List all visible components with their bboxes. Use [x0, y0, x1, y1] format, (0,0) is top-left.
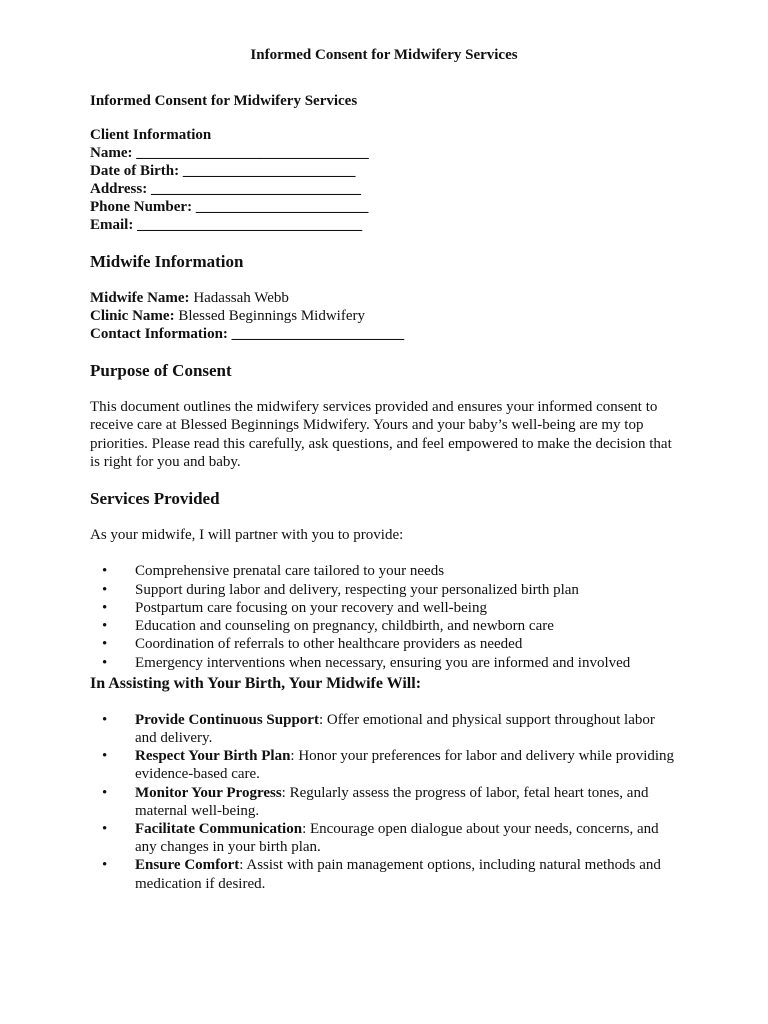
list-item-text: evidence-based care. [135, 766, 260, 783]
purpose-line: This document outlines the midwifery services provided and ensures your informed consent to [90, 399, 658, 415]
field-blank: ______________________________ [137, 217, 363, 233]
field-label: Clinic Name: [90, 308, 175, 324]
assisting-heading: In Assisting with Your Birth, Your Midwife Will: [90, 674, 422, 692]
list-item [90, 562, 678, 580]
field-label: Email: [90, 217, 134, 233]
document-subtitle: Informed Consent for Midwifery Services [90, 93, 358, 109]
list-item-text: medication if desired. [135, 875, 266, 892]
list-item-text: : Honor your preferences for labor and delivery while providing [290, 748, 675, 765]
list-item [90, 747, 678, 783]
list-item [90, 581, 678, 599]
client-field-dob [90, 162, 678, 180]
bullet-icon: • [102, 563, 108, 580]
bullet-icon: • [102, 581, 108, 598]
field-value: Blessed Beginnings Midwifery [178, 308, 365, 324]
list-item-text: maternal well-being. [135, 802, 260, 819]
purpose-line: priorities. Please read this carefully, ask questions, and feel empowered to make the decision that [90, 435, 672, 452]
list-item [90, 820, 678, 856]
purpose-paragraph [90, 398, 678, 471]
bullet-icon: • [102, 618, 108, 635]
list-item-text: : Assist with pain management options, including natural methods and [239, 857, 661, 874]
bullet-icon: • [102, 748, 108, 765]
purpose-line: receive care at Blessed Beginnings Midwifery. Yours and your baby’s well-being are my top [90, 417, 644, 434]
bullet-icon: • [102, 599, 108, 616]
list-item [90, 635, 678, 653]
document-title: Informed Consent for Midwifery Services [250, 47, 518, 63]
list-item-text: Coordination of referrals to other healthcare providers as needed [135, 636, 523, 653]
field-value: Hadassah Webb [193, 290, 289, 306]
midwife-information-section [90, 289, 678, 343]
bullet-icon: • [102, 820, 108, 837]
bullet-icon: • [102, 654, 108, 671]
bullet-icon: • [102, 857, 108, 874]
purpose-line: is right for you and baby. [90, 453, 241, 470]
list-item-text: Postpartum care focusing on your recovery and well-being [135, 599, 487, 616]
services-list [90, 562, 678, 671]
client-field-address [90, 180, 678, 198]
services-heading: Services Provided [90, 489, 220, 509]
client-field-phone [90, 198, 678, 216]
list-item-term: Facilitate Communication [135, 820, 303, 837]
list-item-text: Emergency interventions when necessary, ensuring you are informed and involved [135, 654, 631, 671]
list-item-term: Ensure Comfort [135, 857, 240, 874]
bullet-icon: • [102, 711, 108, 728]
list-item-text: any changes in your birth plan. [135, 839, 321, 856]
list-item [90, 856, 678, 892]
list-item-text: Support during labor and delivery, respecting your personalized birth plan [135, 581, 579, 598]
client-field-name [90, 144, 678, 162]
list-item-term: Respect Your Birth Plan [135, 748, 291, 765]
list-item-term: Monitor Your Progress [135, 784, 282, 801]
client-information-section [90, 126, 678, 234]
field-label: Phone Number: [90, 199, 193, 215]
list-item-text: : Regularly assess the progress of labor, fetal heart tones, and [281, 784, 649, 801]
field-blank: _______________________ [182, 163, 356, 179]
list-item-text: : Offer emotional and physical support throughout labor [318, 711, 655, 728]
field-label: Contact Information: [90, 326, 228, 342]
purpose-heading: Purpose of Consent [90, 361, 232, 380]
contact-information-line [90, 325, 678, 343]
list-item [90, 784, 678, 820]
assisting-list [90, 711, 678, 893]
list-item [90, 654, 678, 672]
field-blank: _______________________________ [136, 145, 369, 161]
list-item-text: Comprehensive prenatal care tailored to your needs [135, 563, 445, 580]
clinic-name-line [90, 307, 678, 325]
field-blank: _______________________ [231, 326, 405, 342]
midwife-name-line [90, 289, 678, 307]
list-item-text: : Encourage open dialogue about your needs, concerns, and [302, 820, 659, 837]
list-item-text: Education and counseling on pregnancy, childbirth, and newborn care [135, 618, 554, 635]
midwife-information-heading: Midwife Information [90, 252, 244, 271]
field-label: Midwife Name: [90, 290, 190, 306]
list-item-term: Provide Continuous Support [135, 711, 319, 728]
services-intro: As your midwife, I will partner with you to provide: [90, 527, 404, 544]
list-item [90, 711, 678, 747]
list-item-text: and delivery. [135, 729, 213, 746]
list-item [90, 617, 678, 635]
bullet-icon: • [102, 636, 108, 653]
client-field-email [90, 216, 678, 234]
field-label: Name: [90, 145, 133, 161]
field-label: Address: [90, 181, 148, 197]
bullet-icon: • [102, 784, 108, 801]
field-blank: ____________________________ [150, 181, 361, 197]
list-item [90, 599, 678, 617]
field-blank: _______________________ [195, 199, 369, 215]
client-information-heading: Client Information [90, 127, 212, 143]
field-label: Date of Birth: [90, 163, 180, 179]
